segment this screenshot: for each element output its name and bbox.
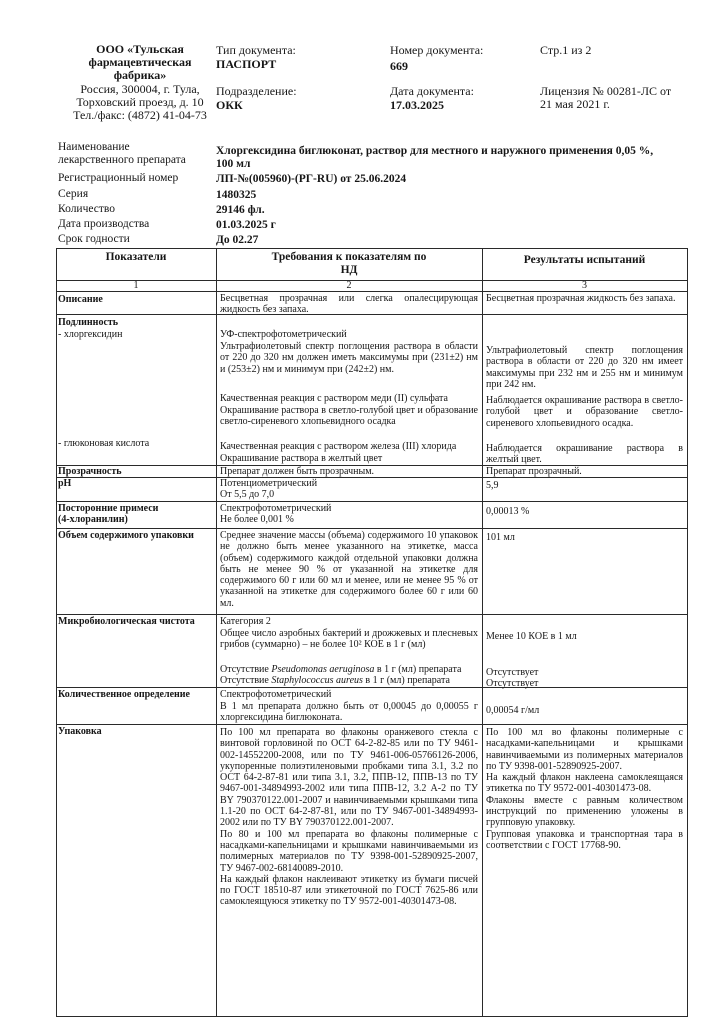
row-description-name: Описание xyxy=(58,294,103,305)
row-micro-res-staphylococcus: Отсутствует xyxy=(486,678,539,689)
row-authenticity-gluconic-acid: - глюконовая кислота xyxy=(58,438,150,449)
row-packaging-name: Упаковка xyxy=(58,726,102,737)
subdivision: Подразделение: ОКК xyxy=(216,84,297,112)
row-impurities-name: Посторонние примеси (4-хлоранилин) xyxy=(58,503,159,526)
series-value: 1480325 xyxy=(216,189,257,201)
row-impurities-req: Спектрофотометрический Не более 0,001 % xyxy=(220,503,332,526)
row-packaging-res xyxy=(486,727,683,851)
row-authenticity-req-iron-title: Качественная реакция с раствором железа (III) хлорида xyxy=(220,441,457,452)
row-authenticity-chlorhexidine: - хлоргексидин xyxy=(58,329,123,340)
row-assay-res: 0,00054 г/мл xyxy=(486,705,540,716)
col-number-1: 1 xyxy=(133,280,139,291)
quantity-label: Количество xyxy=(58,203,115,215)
product-name-label: Наименование лекарственного препарата xyxy=(58,141,186,166)
prod-date-value: 01.03.2025 г xyxy=(216,219,276,231)
series-label: Серия xyxy=(58,188,89,200)
row-authenticity-res-uv: Ультрафиолетовый спектр поглощения раствора в области от 220 до 320 нм имеет максимумы при 232 нм и 255 нм и минимум при 242 нм. xyxy=(486,345,683,390)
row-authenticity-req-copper-title: Качественная реакция с раствором меди (II) сульфата xyxy=(220,393,448,404)
product-name: Хлоргексидина биглюконат, раствор для местного и наружного применения 0,05 %, 100 мл xyxy=(216,145,654,170)
expiry-value: До 02.27 xyxy=(216,234,259,246)
row-packaging-req-p1: По 100 мл препарата во флаконы оранжевого стекла с винтовой горловиной по ОСТ 64-2-82-85 или по ТУ 9461-002-14552200-2008, или по ТУ 9461-006-05766126-2006, укупоренные полиэтиленовыми пробками типа 3.1, 3.2 по ОСТ 64-2-87-81 или типа 3.1, 3.2, ППВ-12, ППВ-13 по ТУ 9467-001-34894993-2002 или типа ППВ-12, 3.2 А-2 по ТУ BY 790370122.001-2007 и навинчиваемыми крышками типа 1.1-20 по ОСТ 64-2-87-81, или по ТУ 9467-001-34894993-2002 или по ТУ BY 790370122.001-2007. xyxy=(220,727,478,829)
row-authenticity-req-uv: Ультрафиолетовый спектр поглощения раствора в области от 220 до 320 нм должен иметь максимумы при (231±2) нм и (253±2) нм и минимум при (242±2) нм. xyxy=(220,341,478,375)
company-name: ООО «Тульская фармацевтическая фабрика» xyxy=(88,42,192,82)
row-ph-res: 5,9 xyxy=(486,480,499,491)
row-micro-req: Общее число аэробных бактерий и дрожжевых и плесневых грибов (суммарно) – не более 10² КОЕ в 1 г (мл) xyxy=(220,628,478,651)
row-description-req: Бесцветная прозрачная или слегка опалесцирующая жидкость без запаха. xyxy=(220,293,478,316)
row-impurities-res: 0,00013 % xyxy=(486,506,530,517)
row-authenticity-req-uv-title: УФ-спектрофотометрический xyxy=(220,329,347,340)
row-micro-res-pseudomonas: Отсутствует xyxy=(486,667,539,678)
row-assay-name: Количественное определение xyxy=(58,689,190,700)
row-transparency-res: Препарат прозрачный. xyxy=(486,466,582,477)
col-number-2: 2 xyxy=(346,280,352,291)
row-packaging-res-p2: На каждый флакон наклеена самоклеящаяся этикетка по ТУ 9572-001-40301473-08. xyxy=(486,772,683,795)
row-ph-name: pH xyxy=(58,478,72,489)
row-authenticity-res-copper: Наблюдается окрашивание раствора в светло-голубой цвет и образование светло-сиреневого хлопьевидного осадка. xyxy=(486,395,683,429)
row-packaging-req xyxy=(220,727,478,908)
row-packaging-res-p3: Флаконы вместе с равным количеством инструкций по применению уложены в групповую упаковку. xyxy=(486,794,683,829)
row-description-res: Бесцветная прозрачная жидкость без запаха. xyxy=(486,293,676,304)
prod-date-label: Дата производства xyxy=(58,218,150,230)
company-address: Россия, 300004, г. Тула, Торховский проезд, д. 10 Тел./факс: (4872) 41-04-73 xyxy=(73,82,207,122)
row-ph-req: Потенциометрический От 5,5 до 7,0 xyxy=(220,478,318,501)
row-packaging-res-p1: По 100 мл во флаконы полимерные с насадками-капельницами и крышками навинчиваемыми из полимерных материалов по ТУ 9398-001-52890925-2007. xyxy=(486,727,683,772)
row-micro-name: Микробиологическая чистота xyxy=(58,616,195,627)
expiry-label: Срок годности xyxy=(58,233,130,245)
row-micro-pseudomonas: Отсутствие Pseudomonas aeruginosa в 1 г (мл) препарата xyxy=(220,664,462,675)
page-number: Стр.1 из 2 xyxy=(540,43,592,57)
row-volume-req: Среднее значение массы (объема) содержимого 10 упаковок не должно быть менее указанного на этикетке, масса (объем) содержимого каждой отдельной упаковки должна быть не менее 90 % от указанной на этикетке для содержимого 60 г или 60 мл и менее, или не менее 95 % от указанной на этикетке для содержимого более 60 г или 60 мл. xyxy=(220,530,478,609)
col-header-results: Результаты испытаний xyxy=(523,254,646,266)
row-micro-staphylococcus: Отсутствие Staphylococcus aureus в 1 г (мл) препарата xyxy=(220,675,450,686)
row-volume-res: 101 мл xyxy=(486,532,515,543)
row-micro-res-count: Менее 10 КОЕ в 1 мл xyxy=(486,631,577,642)
col-number-3: 3 xyxy=(582,280,587,291)
doc-type: Тип документа: ПАСПОРТ xyxy=(216,43,296,71)
row-packaging-req-p2: По 80 и 100 мл препарата во флаконы полимерные с насадками-капельницами и крышками навинчиваемыми из полимерных материалов по ТУ 9398-001-52890925-2007, ТУ 9467-002-68140089-2010. xyxy=(220,828,478,874)
row-transparency-name: Прозрачность xyxy=(58,466,122,477)
row-authenticity-name: Подлинность xyxy=(58,317,119,328)
row-authenticity-req-copper: Окрашивание раствора в светло-голубой цвет и образование светло-сиреневого хлопьевидного осадка xyxy=(220,405,478,428)
doc-date: Дата документа: 17.03.2025 xyxy=(390,84,474,112)
row-authenticity-res-iron: Наблюдается окрашивание раствора в желтый цвет. xyxy=(486,443,683,466)
row-assay-req-title: Спектрофотометрический xyxy=(220,689,332,700)
row-volume-name: Объем содержимого упаковки xyxy=(58,530,194,541)
row-packaging-req-p3: На каждый флакон наклеивают этикетку из бумаги писчей по ГОСТ 18510-87 или этикеточной по ГОСТ 7625-86 или самоклеящуюся этикетку по ТУ 9572-001-40301473-08. xyxy=(220,873,478,908)
row-packaging-res-p4: Групповая упаковка и транспортная тара в соответствии с ГОСТ 17768-90. xyxy=(486,828,683,851)
reg-label: Регистрационный номер xyxy=(58,172,179,184)
quantity-value: 29146 фл. xyxy=(216,204,265,216)
doc-number: Номер документа: 669 xyxy=(390,43,484,73)
row-assay-req: В 1 мл препарата должно быть от 0,00045 до 0,00055 г хлоргексидина биглюконата. xyxy=(220,701,478,724)
reg-number: ЛП-№(005960)-(РГ-RU) от 25.06.2024 xyxy=(216,173,407,185)
license: Лицензия № 00281-ЛС от 21 мая 2021 г. xyxy=(540,84,672,111)
col-header-indicators: Показатели xyxy=(105,251,167,263)
col-header-requirements: Требования к показателям по НД xyxy=(271,251,427,276)
row-micro-category: Категория 2 xyxy=(220,616,271,627)
row-transparency-req: Препарат должен быть прозрачным. xyxy=(220,466,375,477)
row-authenticity-req-iron: Окрашивание раствора в желтый цвет xyxy=(220,453,383,464)
